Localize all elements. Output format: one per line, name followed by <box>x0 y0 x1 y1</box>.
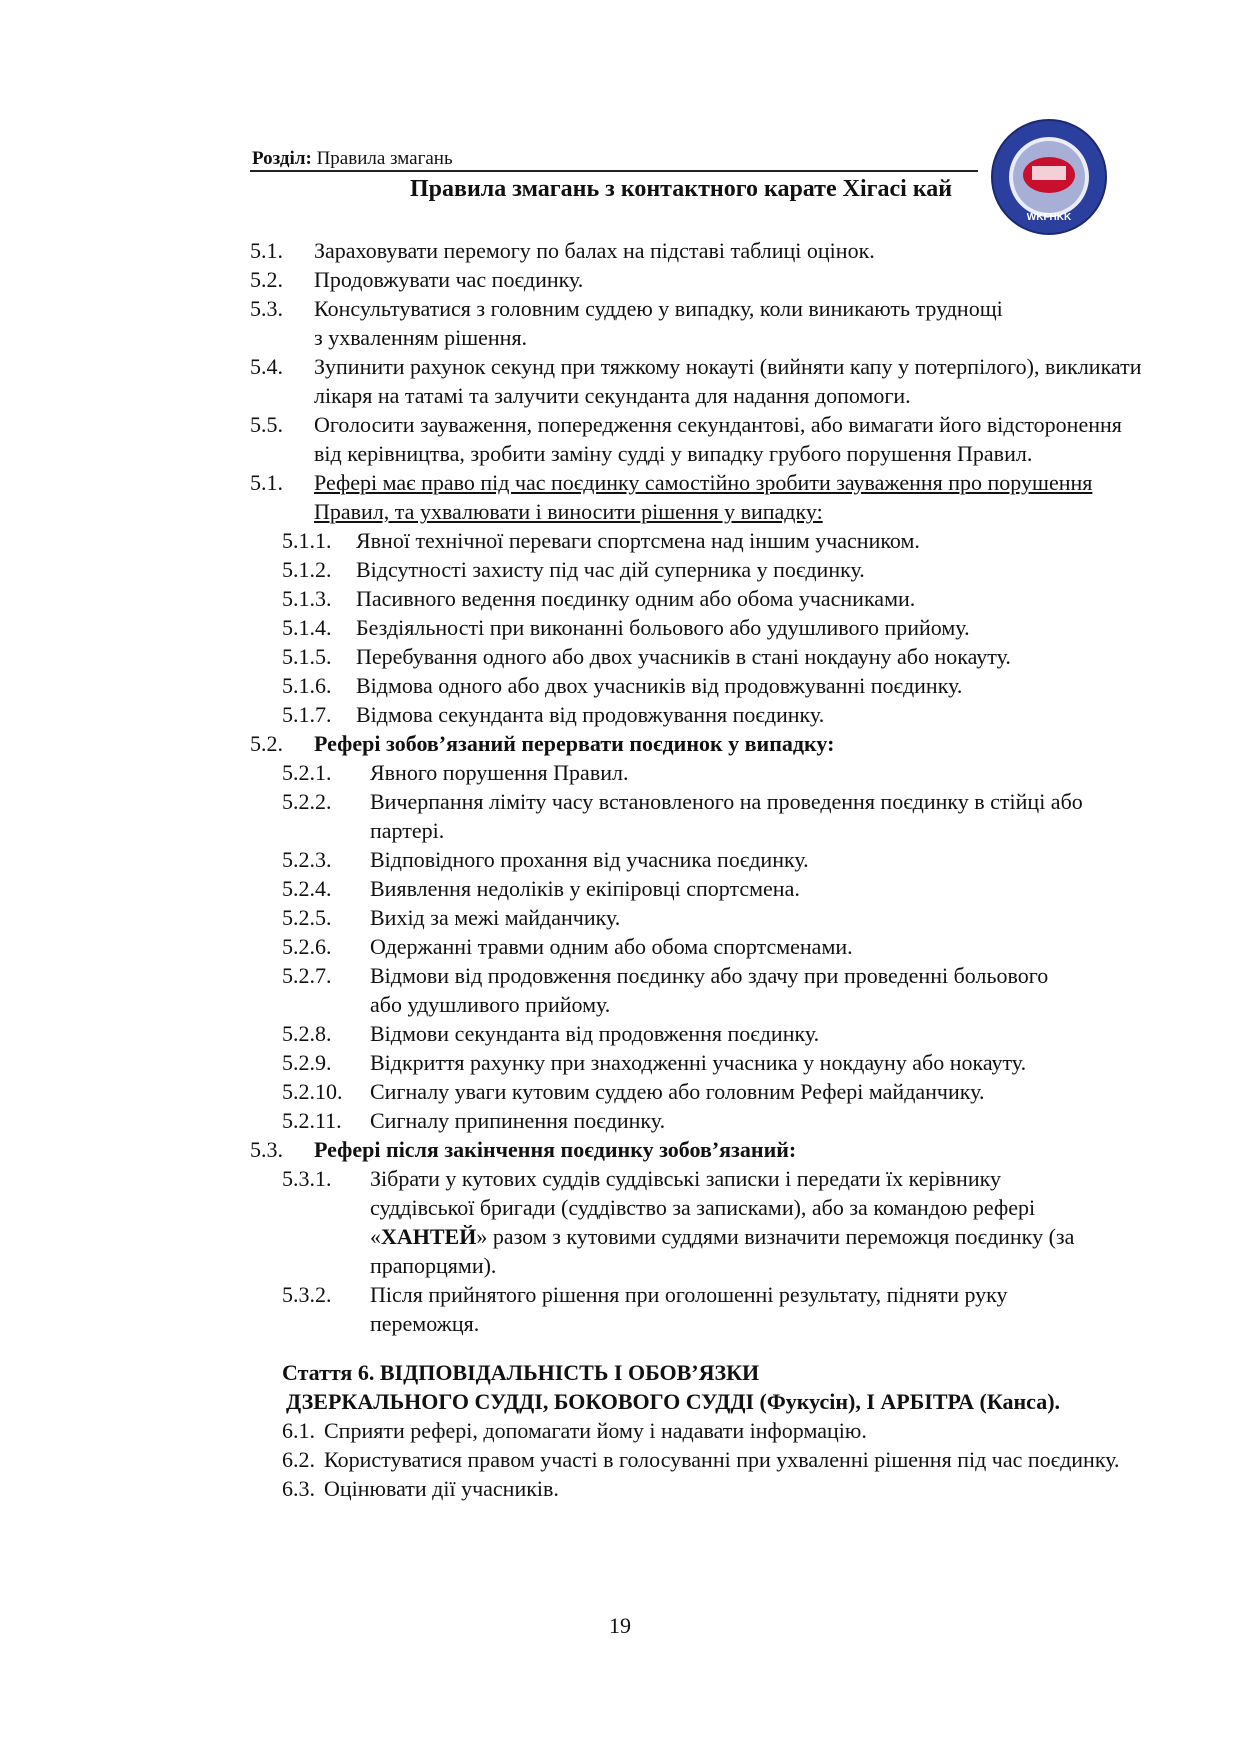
list-item: 5.2.8. Відмови секунданта від продовження поєдинку. <box>282 1021 820 1046</box>
list-item: 5.2.1. Явного порушення Правил. <box>282 760 629 785</box>
list-item: 5.5. Оголосити зауваження, попередження секундантові, або вимагати його відсторонення від керівництва, зробити заміну судді у випадку грубого порушення Правил. <box>250 412 1122 466</box>
header-rule <box>250 170 978 172</box>
list-item: 6.2. Користуватися правом участі в голосуванні при ухваленні рішення під час поєдинку. <box>282 1447 1120 1472</box>
list-item: 5.2.3. Відповідного прохання від учасника поєдинку. <box>282 847 809 872</box>
document-title: Правила змагань з контактного карате Хігасі кай <box>410 176 953 202</box>
list-item: 5.2.2. Вичерпання ліміту часу встановленого на проведення поєдинку в стійці або партері. <box>282 789 1083 843</box>
list-item: 5.2.11. Сигналу припинення поєдинку. <box>282 1108 666 1133</box>
document-body <box>250 236 1150 1503</box>
article-6-title: Стаття 6. ВІДПОВІДАЛЬНІСТЬ І ОБОВ’ЯЗКИ ДЗЕРКАЛЬНОГО СУДДІ, БОКОВОГО СУДДІ (Фукусін), І АРБІТРА (Канса). <box>282 1360 1061 1414</box>
list-item: 5.1. Зараховувати перемогу по балах на підставі таблиці оцінок. <box>250 238 875 263</box>
list-item: 5.1.4. Бездіяльності при виконанні больового або удушливого прийому. <box>282 615 970 640</box>
list-item: 5.2.9. Відкриття рахунку при знаходженні учасника у нокдауну або нокауту. <box>282 1050 1027 1075</box>
list-item: 6.1. Сприяти рефері, допомагати йому і надавати інформацію. <box>282 1418 867 1443</box>
section-label: Розділ: <box>252 148 312 169</box>
section-5-1: 5.1. Рефері має право під час поєдинку самостійно зробити зауваження про порушення Правил, та ухвалювати і виносити рішення у випадку: <box>250 470 1093 524</box>
list-item: 5.2.10. Сигналу уваги кутовим суддею або головним Рефері майданчику. <box>282 1079 985 1104</box>
list-item: 5.3.2. Після прийнятого рішення при оголошенні результату, підняти руку переможця. <box>282 1282 1008 1336</box>
list-item: 5.2.5. Вихід за межі майданчику. <box>282 905 621 930</box>
list-item: 5.2.7. Відмови від продовження поєдинку або здачу при проведенні больового або удушливого прийому. <box>282 963 1049 1017</box>
section-value: Правила змагань <box>316 148 453 169</box>
list-item: 5.1.6. Відмова одного або двох учасників від продовжуванні поєдинку. <box>282 673 963 698</box>
list-item: 5.4. Зупинити рахунок секунд при тяжкому нокауті (вийняти капу у потерпілого), викликати лікаря на татамі та залучити секунданта для надання допомоги. <box>250 354 1142 408</box>
list-item: 5.2.4. Виявлення недоліків у екіпіровці спортсмена. <box>282 876 800 901</box>
list-item: 5.1.2. Відсутності захисту під час дій суперника у поєдинку. <box>282 557 865 582</box>
logo-text: WKFHKK <box>1026 212 1072 223</box>
list-item: 5.1.1. Явної технічної переваги спортсмена над іншим учасником. <box>282 528 920 553</box>
section-5-3: 5.3. Рефері після закінчення поєдинку зобов’язаний: <box>250 1137 797 1162</box>
list-item: 5.3.1. Зібрати у кутових суддів суддівські записки і передати їх керівнику суддівської бригади (суддівство за записками), або за командою рефері «ХАНТЕЙ» разом з кутовими суддями визначити переможця поєдинку (за прапорцями). <box>282 1166 1075 1278</box>
page-number: 19 <box>609 1613 631 1638</box>
list-item: 6.3. Оцінювати дії учасників. <box>282 1476 559 1501</box>
list-item: 5.1.7. Відмова секунданта від продовжування поєдинку. <box>282 702 825 727</box>
list-item: 5.1.3. Пасивного ведення поєдинку одним або обома учасниками. <box>282 586 916 611</box>
list-item: 5.3. Консультуватися з головним суддею у випадку, коли виникають труднощі з ухваленням рішення. <box>250 296 1003 350</box>
section-5-2: 5.2. Рефері зобов’язаний перервати поєдинок у випадку: <box>250 731 835 756</box>
wkfhkk-logo <box>990 118 1108 236</box>
list-item: 5.2. Продовжувати час поєдинку. <box>250 267 584 292</box>
list-item: 5.1.5. Перебування одного або двох учасників в стані нокдауну або нокауту. <box>282 644 1011 669</box>
section-line <box>252 148 453 170</box>
list-item: 5.2.6. Одержанні травми одним або обома спортсменами. <box>282 934 853 959</box>
